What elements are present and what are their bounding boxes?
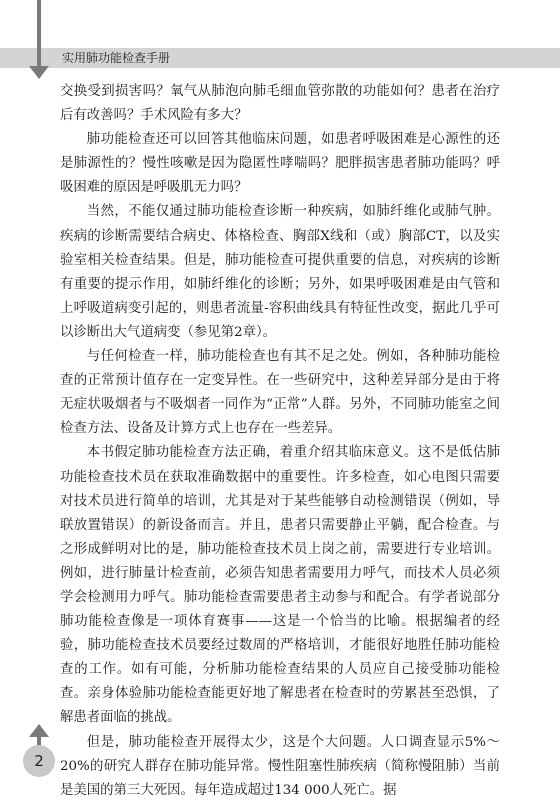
paragraph: 本书假定肺功能检查方法正确，着重介绍其临床意义。这不是低估肺功能检查技术员在获取准确数据中的重要性。许多检查，如心电图只需要对技术员进行简单的培训，尤其是对于某些能够自动检测错误（例如，导联放置错误）的新设备而言。并且，患者只需要静止平躺，配合检查。与之形成鲜明对比的是，肺功能检查技术员上岗之前，需要进行专业培训。例如，进行肺量计检查前，必须告知患者需要用力呼气，而技术人员必须学会检测用力呼气。肺功能检查需要患者主动参与和配合。有学者说部分肺功能检查像是一项体育赛事——这是一个恰当的比喻。根据编者的经验，肺功能检查技术员要经过数周的严格培训，才能很好地胜任肺功能检查的工作。如有可能，分析肺功能检查结果的人员应自己接受肺功能检查。亲身体验肺功能检查能更好地了解患者在检查时的劳累甚至恐惧，了解患者面临的挑战。 [60,445,500,726]
page-number: 2 [23,745,55,777]
running-header-title: 实用肺功能检查手册 [62,51,171,65]
paragraph: 但是，肺功能检查开展得太少，这是个大问题。人口调查显示5%～20%的研究人群存在肺功能异常。慢性阻塞性肺疾病（简称慢阻肺）当前是美国的第三大死因。每年造成超过134 000人死亡。据 [60,734,500,798]
arrow-down-icon [29,66,49,79]
body-text [60,80,500,803]
paragraph: 肺功能检查还可以回答其他临床问题，如患者呼吸困难是心源性的还是肺源性的？慢性咳嗽是因为隐匿性哮喘吗？肥胖损害患者肺功能吗？呼吸困难的原因是呼吸肌无力吗？ [60,132,500,196]
paragraph: 与任何检查一样，肺功能检查也有其不足之处。例如，各种肺功能检查的正常预计值存在一定变异性。在一些研究中，这种差异部分是由于将无症状吸烟者与不吸烟者一同作为“正常”人群。另外，不同肺功能室之间检查方法、设备及计算方式上也存在一些差异。 [60,349,500,437]
header-arrow-line [37,0,41,68]
paragraph: 当然，不能仅通过肺功能检查诊断一种疾病，如肺纤维化或肺气肿。疾病的诊断需要结合病史、体格检查、胸部X线和（或）胸部CT，以及实验室相关检查结果。但是，肺功能检查可提供重要的信息，对疾病的诊断有重要的提示作用，如肺纤维化的诊断；另外，如果呼吸困难是由气管和上呼吸道病变引起的，则患者流量-容积曲线具有特征性改变，据此几乎可以诊断出大气道病变（参见第2章）。 [60,204,500,340]
paragraph-continued: 交换受到损害吗？氧气从肺泡向肺毛细血管弥散的功能如何？患者在治疗后有改善吗？手术风险有多大？ [60,84,500,124]
